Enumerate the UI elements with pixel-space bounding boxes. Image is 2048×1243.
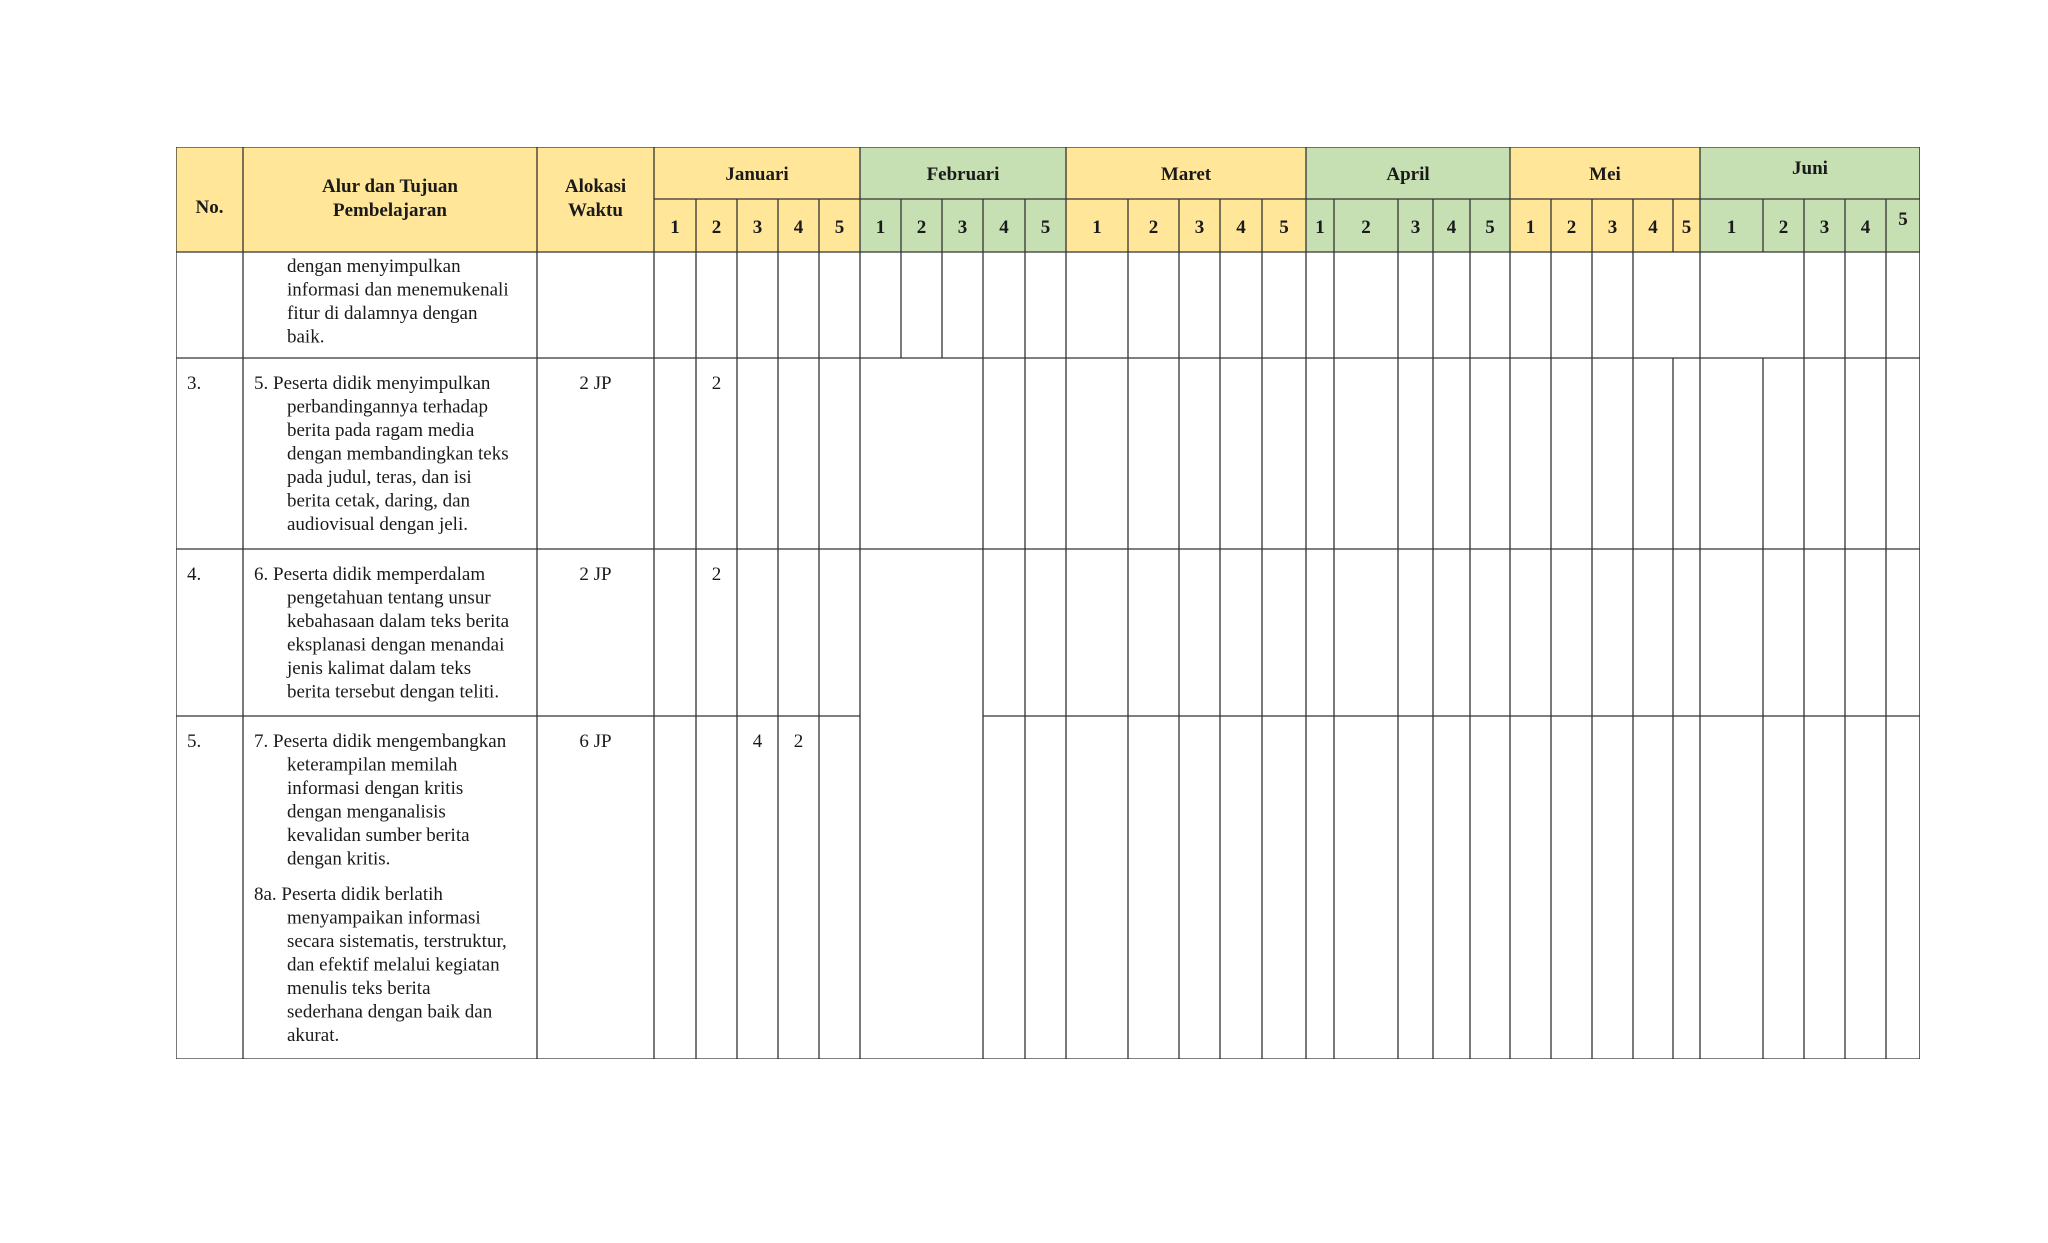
row-atp-line: informasi dan menemukenali <box>287 279 509 301</box>
header-week: 1 <box>1092 217 1102 238</box>
row-atp-line: menyampaikan informasi <box>287 907 481 929</box>
header-week: 2 <box>1148 217 1159 238</box>
row-januari-week-value: 2 <box>711 564 722 585</box>
header-week: 5 <box>1279 217 1289 238</box>
header-week: 5 <box>1681 217 1692 238</box>
header-week: 2 <box>916 217 927 238</box>
row-atp-line: pengetahuan tentang unsur <box>287 587 491 609</box>
schedule-table <box>176 147 1920 1059</box>
row-atp-line: audiovisual dengan jeli. <box>287 514 468 535</box>
row-atp-line: dengan menyimpulkan <box>287 256 461 277</box>
row-atp-line: dengan membandingkan teks <box>287 443 509 465</box>
header-month-maret: Maret <box>1160 164 1212 185</box>
header-month-januari: Januari <box>725 164 789 185</box>
header-week: 5 <box>1040 217 1051 238</box>
row-atp-lead: 5. Peserta didik menyimpulkan <box>254 373 491 394</box>
row-atp-line: berita cetak, daring, dan <box>287 490 471 512</box>
row-alokasi: 6 JP <box>579 731 612 752</box>
header-month-mei: Mei <box>1589 164 1621 185</box>
header-week: 5 <box>1898 209 1908 230</box>
row-januari-week-value: 2 <box>711 373 722 394</box>
row-januari-week-value: 4 <box>752 731 763 752</box>
row-atp-line: akurat. <box>287 1025 340 1046</box>
row-atp-lead: 6. Peserta didik memperdalam <box>254 564 486 585</box>
row-number: 3. <box>187 373 202 394</box>
row-atp-line: fitur di dalamnya dengan <box>287 303 478 324</box>
header-week: 2 <box>1778 217 1789 238</box>
row-atp-line: menulis teks berita <box>287 978 431 999</box>
header-no: No. <box>195 197 224 218</box>
row-atp-line: dan efektif melalui kegiatan <box>287 954 500 976</box>
row-atp-line: secara sistematis, terstruktur, <box>287 931 507 952</box>
header-atp: Pembelajaran <box>333 200 447 221</box>
header-week: 1 <box>1315 217 1325 238</box>
header-week: 4 <box>1860 217 1871 238</box>
header-week: 4 <box>793 217 804 238</box>
header-week: 1 <box>1726 217 1737 238</box>
row-alokasi: 2 JP <box>579 373 612 394</box>
header-week: 4 <box>1236 217 1246 238</box>
header-week: 4 <box>999 217 1009 238</box>
header-week: 3 <box>1410 217 1421 238</box>
row-atp-lead: 8a. Peserta didik berlatih <box>254 884 443 905</box>
row-atp-line: dengan kritis. <box>287 848 391 870</box>
header-month-februari: Februari <box>926 164 1000 185</box>
header-alokasi: Alokasi <box>564 176 627 197</box>
row-atp-line: kevalidan sumber berita <box>287 825 470 846</box>
header-week: 3 <box>957 217 968 238</box>
header-week: 1 <box>1525 217 1536 238</box>
row-atp-line: eksplanasi dengan menandai <box>287 634 505 656</box>
header-month-april: April <box>1386 164 1430 185</box>
row-januari-week-value: 2 <box>793 731 804 752</box>
row-atp-line: berita pada ragam media <box>287 420 475 441</box>
row-atp-line: kebahasaan dalam teks berita <box>287 611 510 632</box>
header-week: 3 <box>752 217 763 238</box>
row-atp-line: pada judul, teras, dan isi <box>287 467 472 488</box>
row-atp-line: keterampilan memilah <box>287 754 458 776</box>
row-atp-line: jenis kalimat dalam teks <box>287 658 472 679</box>
row-atp-line: baik. <box>287 326 325 348</box>
row-number: 5. <box>187 731 202 752</box>
header-month-juni: Juni <box>1792 158 1828 179</box>
header-week: 5 <box>834 217 845 238</box>
header-week: 2 <box>1566 217 1577 238</box>
header-week: 4 <box>1648 217 1658 238</box>
header-week: 5 <box>1485 217 1495 238</box>
row-alokasi: 2 JP <box>579 564 612 585</box>
header-week: 4 <box>1446 217 1457 238</box>
row-number: 4. <box>187 564 202 585</box>
header-atp: Alur dan Tujuan <box>322 176 458 197</box>
header-week: 1 <box>875 217 886 238</box>
row-atp-lead: 7. Peserta didik mengembangkan <box>254 731 507 752</box>
row-atp-line: sederhana dengan baik dan <box>287 1001 493 1023</box>
header-week: 3 <box>1607 217 1618 238</box>
header-week: 3 <box>1194 217 1205 238</box>
header-alokasi: Waktu <box>568 200 623 221</box>
header-week: 2 <box>1361 217 1371 238</box>
header-week: 1 <box>670 217 680 238</box>
header-week: 3 <box>1819 217 1830 238</box>
row-atp-line: perbandingannya terhadap <box>287 396 488 418</box>
row-atp-line: dengan menganalisis <box>287 801 446 823</box>
row-atp-line: berita tersebut dengan teliti. <box>287 681 500 703</box>
header-week: 2 <box>711 217 722 238</box>
row-atp-line: informasi dengan kritis <box>287 778 464 799</box>
